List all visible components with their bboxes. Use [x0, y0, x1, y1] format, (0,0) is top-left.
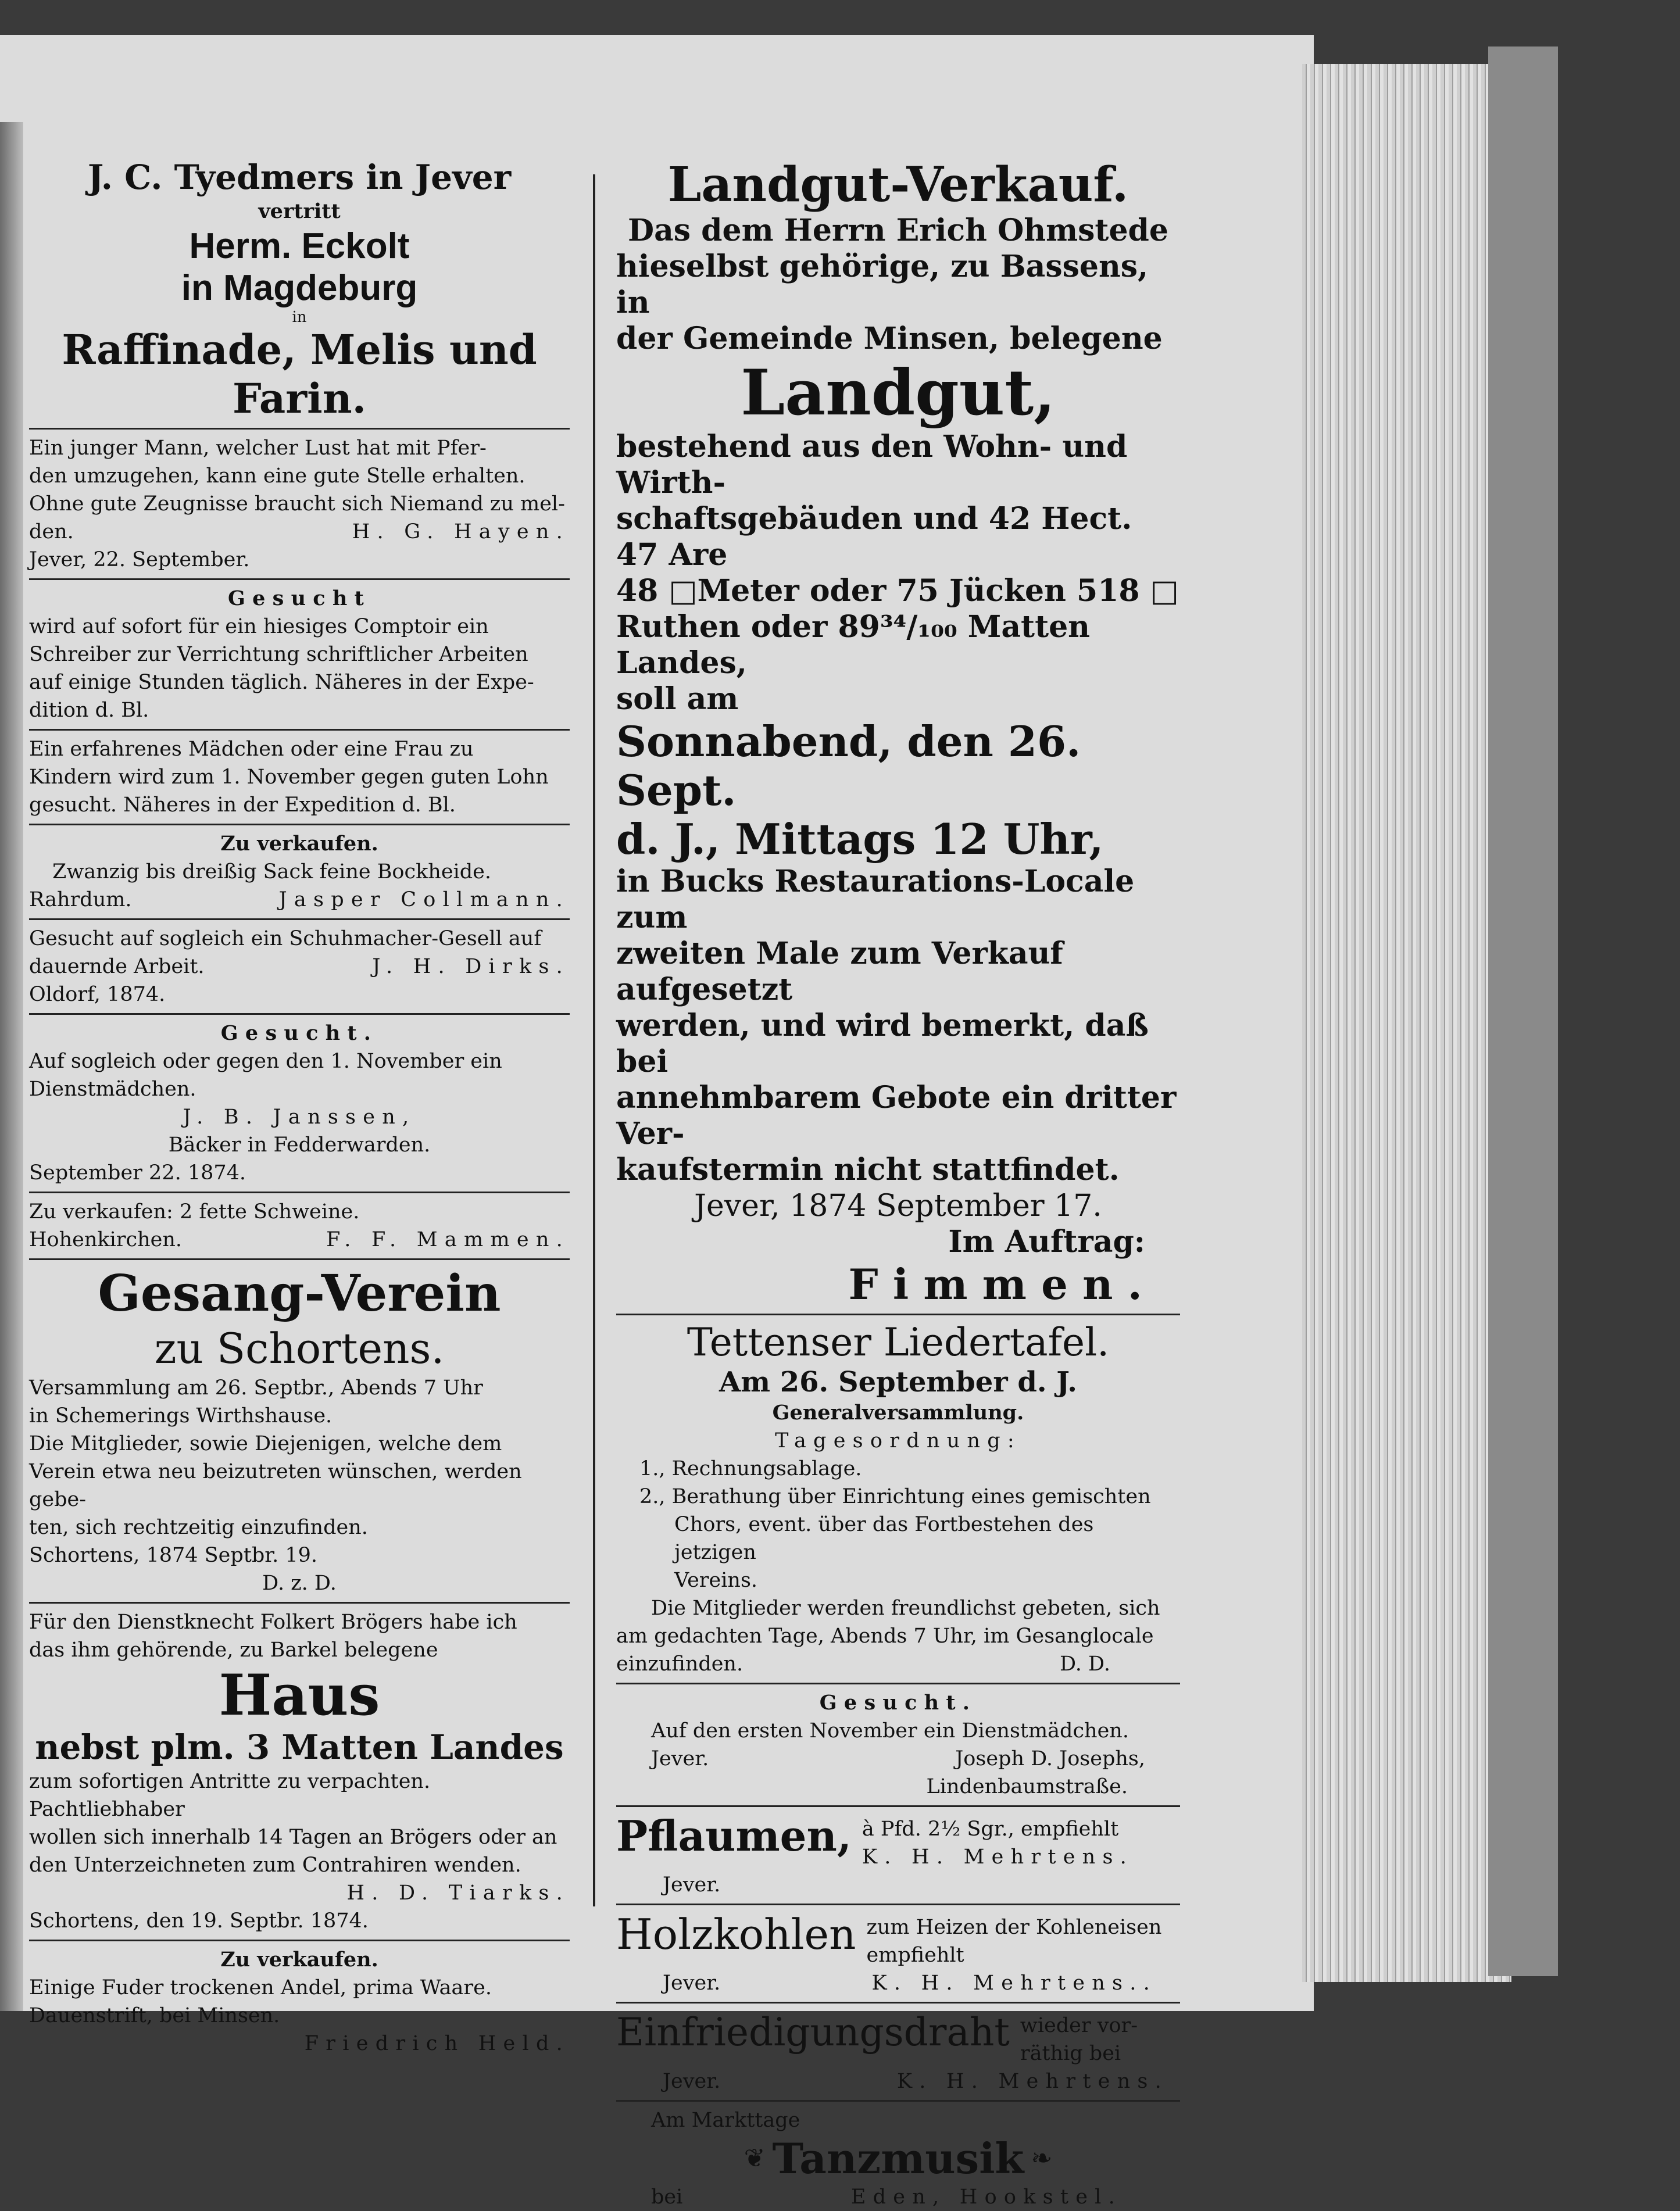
ad-hayen — [29, 434, 570, 574]
ad-maedchen — [29, 735, 570, 819]
ad-liedertafel-agenda-head: Tagesordnung: — [775, 1429, 1021, 1452]
ad-haus-line: wollen sich innerhalb 14 Tagen an Brögers oder an — [29, 1826, 557, 1849]
ad-haus-intro: das ihm gehörende, zu Barkel belegene — [29, 1638, 438, 1662]
ad-draht — [616, 2008, 1180, 2095]
ad-gesangverein — [29, 1265, 570, 1597]
ad-landgut-title: Landgut-Verkauf. — [667, 157, 1129, 213]
ad-haus-date: Schortens, den 19. Septbr. 1874. — [29, 1909, 369, 1933]
divider — [616, 1314, 1180, 1315]
right-column — [616, 157, 1180, 2211]
ad-landgut-place-date: Jever, 1874 September 17. — [694, 1189, 1102, 1223]
ad-landgut-body2: annehmbarem Gebote ein dritter Ver- — [616, 1080, 1177, 1151]
divider — [29, 1940, 570, 1941]
ad-janssen — [29, 1019, 570, 1187]
divider — [29, 918, 570, 920]
ad-schreiber-heading: Gesucht — [228, 586, 371, 610]
ad-landgut-signer: Fimmen. — [848, 1260, 1157, 1309]
divider — [29, 729, 570, 731]
ad-janssen-signer2: Bäcker in Fedderwarden. — [168, 1133, 431, 1157]
ad-landgut-body2: in Bucks Restaurations-Locale zum — [616, 864, 1135, 935]
ad-mammen-line: Zu verkaufen: 2 fette Schweine. — [29, 1200, 360, 1223]
ad-tyedmers — [29, 157, 570, 423]
ad-pflaumen-place: Jever. — [663, 1873, 721, 1897]
divider — [616, 1904, 1180, 1905]
divider — [616, 1683, 1180, 1684]
ad-mammen-place: Hohenkirchen. — [29, 1228, 183, 1251]
divider — [616, 2002, 1180, 2004]
ad-gesang-line: ten, sich rechtzeitig einzufinden. — [29, 1516, 368, 1539]
ad-landgut-intro: Das dem Herrn Erich Ohmstede — [628, 213, 1168, 248]
ad-tyedmers-line2: vertritt — [258, 199, 341, 223]
ad-landgut-body2: werden, und wird bemerkt, daß bei — [616, 1008, 1149, 1079]
ad-liedertafel-sub: Generalversammlung. — [772, 1401, 1024, 1425]
ad-landgut — [616, 157, 1180, 1309]
ad-dirks-line: Gesucht auf sogleich ein Schuhmacher-Gesell auf — [29, 927, 542, 950]
ad-liedertafel-signer: D. D. — [1059, 1652, 1110, 1676]
ad-held-line: Einige Fuder trockenen Andel, prima Waare. — [29, 1976, 492, 1999]
ad-haus-signer: H. D. Tiarks. — [346, 1881, 570, 1905]
ad-janssen-line: Dienstmädchen. — [29, 1078, 196, 1101]
ad-landgut-date1: Sonnabend, den 26. Sept. — [616, 717, 1081, 815]
ad-held — [29, 1946, 570, 2058]
ad-liedertafel-agenda: 2., Berathung über Einrichtung eines gemischten — [639, 1485, 1151, 1508]
ad-landgut-body: soll am — [616, 681, 739, 717]
ad-dirks-signer: J. H. Dirks. — [372, 955, 570, 978]
ad-draht-place: Jever. — [663, 2070, 721, 2093]
book-cover-edge — [1488, 46, 1558, 1976]
ad-josephs-line: Auf den ersten November ein Dienstmädchen. — [651, 1719, 1129, 1743]
ad-draht-text1: wieder vor- — [1020, 2014, 1138, 2037]
ad-hayen-date: Jever, 22. September. — [29, 548, 250, 571]
ad-tyedmers-line1: J. C. Tyedmers in Jever — [87, 158, 512, 197]
ad-bockheide-heading: Zu verkaufen. — [220, 832, 378, 856]
ad-liedertafel-line: am gedachten Tage, Abends 7 Uhr, im Gesanglocale — [616, 1625, 1154, 1648]
ad-landgut-body2: zweiten Male zum Verkauf aufgesetzt — [616, 936, 1063, 1007]
ad-bockheide — [29, 830, 570, 914]
ad-holzkohlen — [616, 1910, 1180, 1997]
ad-pflaumen-text: à Pfd. 2½ Sgr., empfiehlt — [862, 1818, 1119, 1841]
page-stack-edge — [1302, 64, 1511, 1982]
ad-hayen-signer: H. G. Hayen. — [352, 520, 570, 543]
ad-draht-signer: K. H. Mehrtens. — [896, 2070, 1168, 2093]
ad-tanz-pre: Am Markttage — [651, 2109, 800, 2132]
column-divider — [593, 174, 595, 1906]
ad-janssen-signer: J. B. Janssen, — [183, 1106, 416, 1129]
ad-janssen-date: September 22. 1874. — [29, 1161, 246, 1185]
divider — [29, 1602, 570, 1604]
ad-schreiber-line: Schreiber zur Verrichtung schriftlicher Arbeiten — [29, 643, 528, 666]
ad-dirks-last: dauernde Arbeit. — [29, 955, 205, 978]
ad-draht-text2: räthig bei — [1020, 2042, 1121, 2065]
ad-haus-line: zum sofortigen Antritte zu verpachten. Pachtliebhaber — [29, 1770, 431, 1821]
ad-tanz-title: Tanzmusik — [772, 2134, 1024, 2183]
ad-hayen-last: den. — [29, 520, 74, 543]
ad-gesang-line: Versammlung am 26. Septbr., Abends 7 Uhr — [29, 1376, 483, 1400]
ad-tyedmers-line6: Raffinade, Melis und Farin. — [62, 325, 537, 423]
ad-liedertafel-title: Tettenser Liedertafel. — [687, 1320, 1110, 1365]
ad-bockheide-place: Rahrdum. — [29, 888, 132, 911]
ad-maedchen-line: gesucht. Näheres in der Expedition d. Bl. — [29, 793, 456, 817]
ad-mammen-signer: F. F. Mammen. — [326, 1228, 570, 1251]
ad-dirks — [29, 925, 570, 1008]
ad-liedertafel-agenda-cont: Chors, event. über das Fortbestehen des jetzigen — [674, 1513, 1094, 1564]
ad-haus-title: Haus — [219, 1662, 380, 1728]
ad-tyedmers-line4: in Magdeburg — [181, 268, 418, 308]
ad-holzkohlen-text2: empfiehlt — [866, 1944, 964, 1967]
left-column — [29, 157, 570, 2058]
divider — [616, 2100, 1180, 2102]
ad-landgut-auftrag: Im Auftrag: — [948, 1224, 1145, 1260]
ad-pflaumen-title: Pflaumen, — [616, 1811, 852, 1861]
divider — [29, 1258, 570, 1260]
ad-held-heading: Zu verkaufen. — [220, 1948, 378, 1972]
ad-tanzmusik — [616, 2106, 1180, 2211]
ad-holzkohlen-text1: zum Heizen der Kohleneisen — [866, 1916, 1162, 1939]
ad-maedchen-line: Ein erfahrenes Mädchen oder eine Frau zu — [29, 738, 474, 761]
ad-gesang-date: Schortens, 1874 Septbr. 19. — [29, 1544, 318, 1567]
ad-landgut-body: bestehend aus den Wohn- und Wirth- — [616, 429, 1128, 500]
ad-landgut-date2: d. J., Mittags 12 Uhr, — [616, 814, 1104, 864]
ad-hayen-line: den umzugehen, kann eine gute Stelle erhalten. — [29, 464, 526, 488]
ad-held-signer: Friedrich Held. — [304, 2032, 570, 2055]
ad-josephs — [616, 1689, 1180, 1801]
ad-liedertafel-date: Am 26. September d. J. — [719, 1366, 1077, 1398]
ad-gesang-line: Verein etwa neu beizutreten wünschen, werden gebe- — [29, 1460, 522, 1511]
ad-schreiber-line: auf einige Stunden täglich. Näheres in der Expe- — [29, 671, 534, 694]
inner-binding-edge — [0, 122, 23, 2011]
ad-josephs-place: Jever. — [651, 1747, 709, 1770]
ad-landgut-word: Landgut, — [741, 356, 1056, 430]
ad-landgut-body: Ruthen oder 89³⁴/₁₀₀ Matten Landes, — [616, 609, 1090, 681]
ad-haus-intro: Für den Dienstknecht Folkert Brögers habe ich — [29, 1611, 517, 1634]
ad-haus-sub: nebst plm. 3 Matten Landes — [35, 1727, 564, 1767]
ad-schreiber-line: wird auf sofort für ein hiesiges Comptoir ein — [29, 615, 489, 638]
ad-maedchen-line: Kindern wird zum 1. November gegen guten Lohn — [29, 765, 549, 789]
ad-holzkohlen-place: Jever. — [663, 1972, 721, 1995]
ad-liedertafel — [616, 1320, 1180, 1678]
ad-landgut-body: schaftsgebäuden und 42 Hect. 47 Are — [616, 501, 1132, 573]
ad-gesang-line: Die Mitglieder, sowie Diejenigen, welche dem — [29, 1432, 502, 1455]
ad-tanz-signer: Eden, Hookstel. — [850, 2185, 1122, 2209]
ad-janssen-heading: Gesucht. — [220, 1021, 378, 1045]
ad-bockheide-line: Zwanzig bis dreißig Sack feine Bockheide. — [52, 860, 491, 883]
ad-hayen-line: Ohne gute Zeugnisse braucht sich Niemand zu mel- — [29, 492, 565, 516]
ad-schreiber-line: dition d. Bl. — [29, 699, 149, 722]
ad-pflaumen — [616, 1812, 1180, 1899]
ad-josephs-heading: Gesucht. — [819, 1691, 977, 1715]
ad-holzkohlen-signer: K. H. Mehrtens.. — [871, 1972, 1157, 1995]
ad-landgut-intro: der Gemeinde Minsen, belegene — [616, 321, 1163, 356]
ad-landgut-body2: kaufstermin nicht stattfindet. — [616, 1152, 1120, 1187]
ad-liedertafel-line: Die Mitglieder werden freundlichst gebeten, sich — [651, 1597, 1160, 1620]
ad-gesang-signer: D. z. D. — [262, 1572, 337, 1595]
ad-dirks-date: Oldorf, 1874. — [29, 983, 166, 1006]
ad-liedertafel-line: einzufinden. — [616, 1652, 744, 1676]
ad-josephs-signer2: Lindenbaumstraße. — [926, 1775, 1128, 1798]
ad-tyedmers-line3: Herm. Eckolt — [189, 226, 410, 266]
ad-liedertafel-agenda-cont: Vereins. — [674, 1569, 758, 1592]
divider — [616, 1805, 1180, 1807]
divider — [29, 578, 570, 580]
ad-tanz-title-row — [616, 2134, 1180, 2183]
ad-mammen — [29, 1198, 570, 1254]
ad-landgut-body: 48 □Meter oder 75 Jücken 518 □ — [616, 573, 1179, 609]
ad-gesang-title1: Gesang-Verein — [98, 1264, 501, 1323]
ad-haus — [29, 1608, 570, 1935]
ad-hayen-line: Ein junger Mann, welcher Lust hat mit Pfer- — [29, 437, 487, 460]
ad-schreiber — [29, 585, 570, 724]
ad-liedertafel-agenda: 1., Rechnungsablage. — [639, 1457, 862, 1480]
ad-gesang-title2: zu Schortens. — [154, 1324, 445, 1373]
ad-gesang-line: in Schemerings Wirthshause. — [29, 1404, 333, 1428]
divider — [29, 824, 570, 825]
ad-holzkohlen-title: Holzkohlen — [616, 1910, 856, 1959]
ad-held-line: Dauenstrift, bei Minsen. — [29, 2004, 280, 2027]
divider — [29, 1192, 570, 1193]
ad-landgut-intro: hieselbst gehörige, zu Bassens, in — [616, 249, 1149, 320]
ad-tanz-bei: bei — [651, 2185, 683, 2209]
ornament-left-icon: ❦ — [744, 2144, 766, 2173]
ad-janssen-line: Auf sogleich oder gegen den 1. November ein — [29, 1050, 502, 1073]
ad-pflaumen-signer: K. H. Mehrtens. — [862, 1845, 1134, 1869]
divider — [29, 428, 570, 430]
ad-draht-title: Einfriedigungsdraht — [616, 2010, 1010, 2055]
ad-haus-line: den Unterzeichneten zum Contrahiren wenden. — [29, 1854, 521, 1877]
ad-tyedmers-line5: in — [292, 309, 307, 326]
divider — [29, 1013, 570, 1015]
ornament-right-icon: ❧ — [1031, 2144, 1053, 2173]
ad-josephs-signer: Joseph D. Josephs, — [955, 1747, 1145, 1770]
ad-bockheide-signer: Jasper Collmann. — [278, 888, 570, 911]
